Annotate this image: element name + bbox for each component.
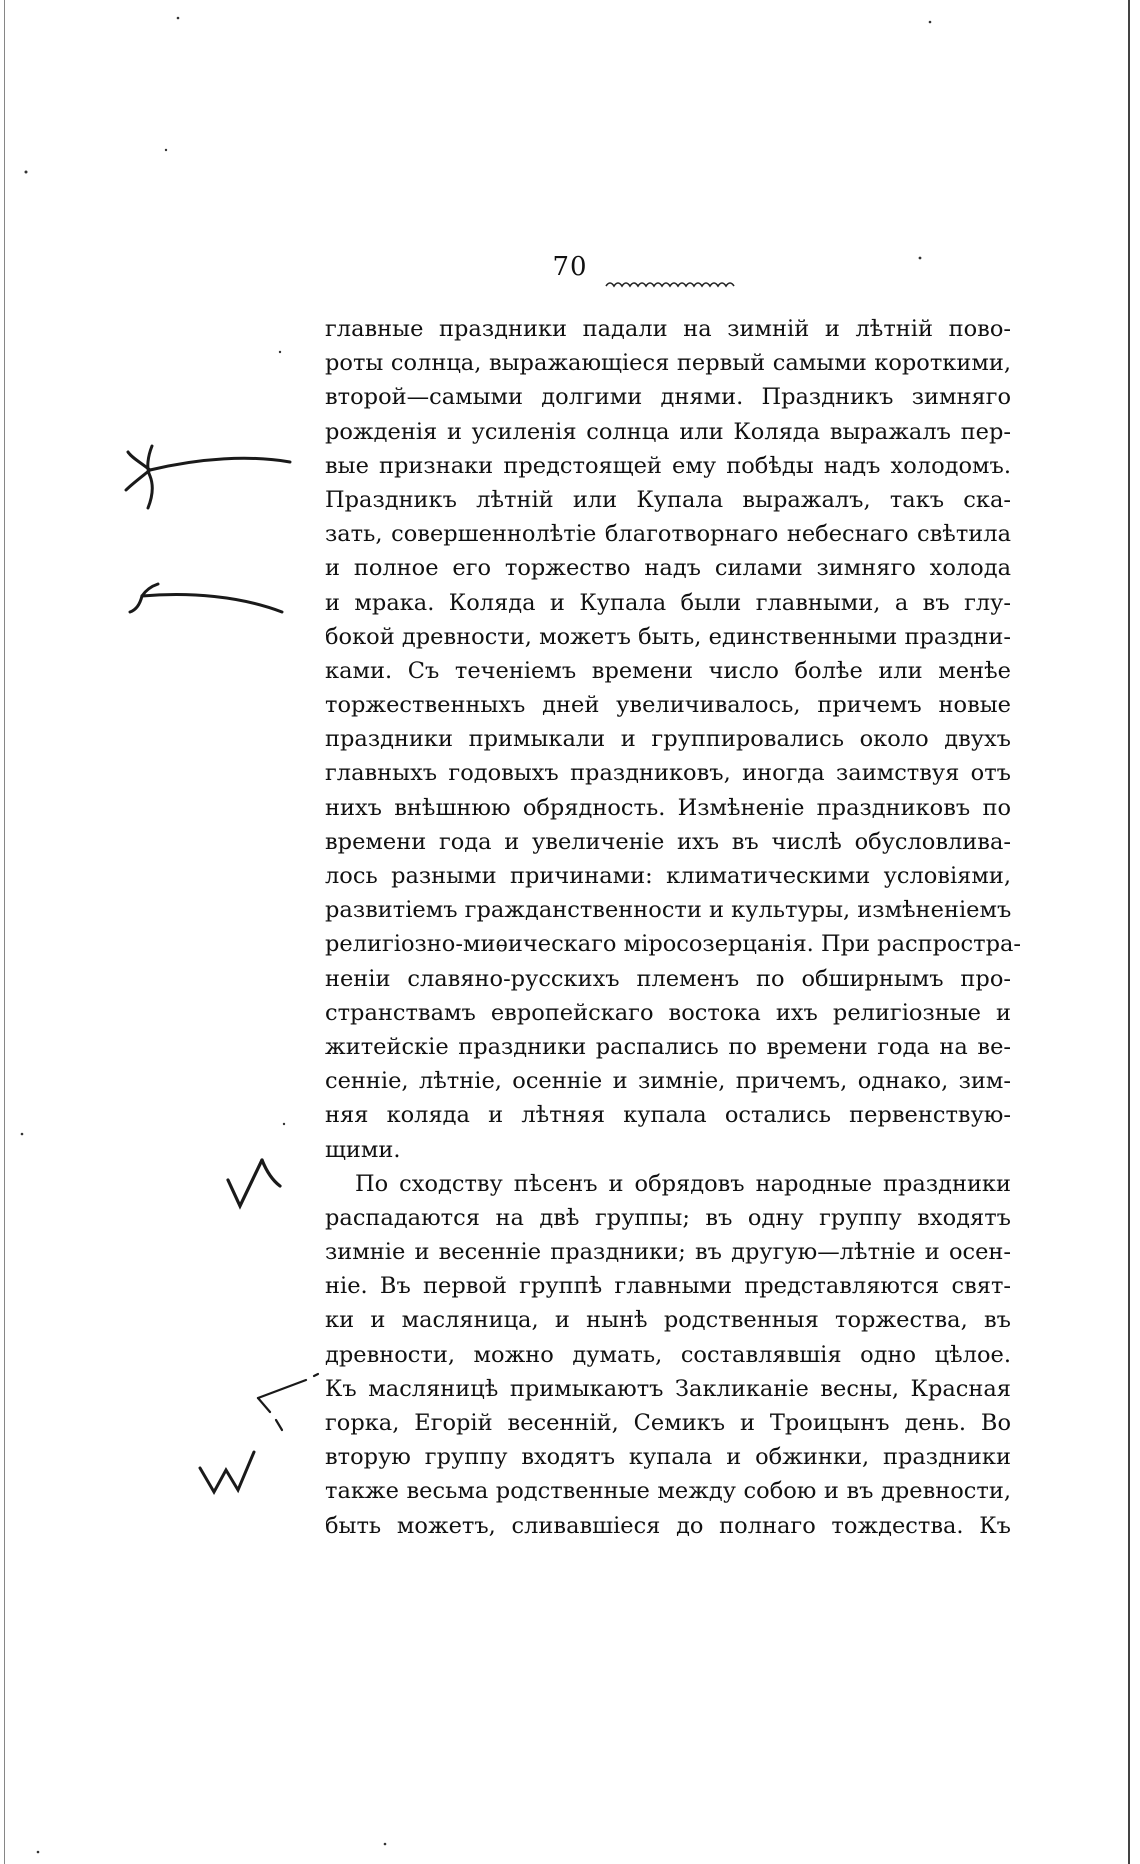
text-line: Къ масляницѣ примыкаютъ Закликаніе весны, Красная	[325, 1375, 1011, 1402]
text-line: времени года и увеличеніе ихъ въ числѣ обусловлива-	[325, 828, 1011, 855]
text-line: также весьма родственные между собою и въ древности,	[325, 1478, 1011, 1505]
text-line: торжественныхъ дней увеличивалось, причемъ новые	[325, 692, 1011, 719]
w-mark-icon	[200, 1452, 254, 1492]
text-line: и полное его торжество надъ силами зимняго холода	[325, 555, 1011, 582]
text-line: главные праздники падали на зимній и лѣтній пово-	[325, 316, 1011, 342]
text-line: вые признаки предстоящей ему побѣды надъ холодомъ.	[325, 452, 1011, 479]
text-line: ки и масляница, и нынѣ родственныя торжества, въ	[325, 1307, 1011, 1334]
text-line: ніе. Въ первой группѣ главными представляются свят-	[325, 1273, 1011, 1300]
page-number: 70	[552, 252, 588, 282]
text-line: второй—самыми долгими днями. Праздникъ зимняго	[325, 384, 1011, 411]
text-line: ками. Съ теченіемъ времени число болѣе или менѣе	[325, 657, 1011, 684]
text-line: роты солнца, выражающіеся первый самыми короткими,	[325, 350, 1011, 377]
text-line: Праздникъ лѣтній или Купала выражалъ, такъ ска-	[325, 486, 1011, 513]
text-line: праздники примыкали и группировались около двухъ	[325, 726, 1011, 753]
arrow-mark-icon	[130, 584, 282, 612]
text-line: зимніе и весенніе праздники; въ другую—лѣтніе и осен-	[325, 1239, 1011, 1266]
text-line: вторую группу входятъ купала и обжинки, праздники	[325, 1444, 1011, 1471]
text-line: щими.	[325, 1136, 401, 1163]
text-line: сенніе, лѣтніе, осенніе и зимніе, причемъ, однако, зим-	[325, 1068, 1011, 1095]
text-line: и мрака. Коляда и Купала были главными, а въ глу-	[325, 589, 1011, 616]
text-line: религіозно-миѳическаго міросозерцанія. При распростра-	[325, 931, 1021, 958]
text-line: нихъ внѣшнюю обрядность. Измѣненіе праздниковъ по	[325, 794, 1011, 821]
arrow-mark-icon	[126, 446, 290, 508]
page-number-ornament	[604, 278, 736, 290]
text-line: странствамъ европейскаго востока ихъ религіозные и	[325, 999, 1011, 1026]
text-line: бокой древности, можетъ быть, единственными праздни-	[325, 623, 1011, 650]
text-line: зать, совершеннолѣтіе благотворнаго небеснаго свѣтила	[325, 521, 1011, 548]
text-line: житейскіе праздники распались по времени года на ве-	[325, 1033, 1011, 1060]
text-line: главныхъ годовыхъ праздниковъ, иногда заимствуя отъ	[325, 760, 1011, 787]
text-line: развитіемъ гражданственности и культуры, измѣненіемъ	[325, 897, 1012, 924]
text-line: быть можетъ, сливавшіеся до полнаго тождества. Къ	[325, 1512, 1011, 1539]
text-line: По сходству пѣсенъ и обрядовъ народные праздники	[355, 1170, 1011, 1197]
arrow-mark-icon	[258, 1374, 318, 1430]
text-line: рожденія и усиленія солнца или Коляда выражалъ пер-	[325, 418, 1011, 445]
text-line: неніи славяно-русскихъ племенъ по обширнымъ про-	[325, 965, 1011, 992]
text-line: распадаются на двѣ группы; въ одну группу входятъ	[325, 1204, 1011, 1231]
text-line: няя коляда и лѣтняя купала остались первенствую-	[325, 1102, 1011, 1129]
text-line: древности, можно думать, составлявшія одно цѣлое.	[325, 1341, 1011, 1368]
text-line: лось разными причинами: климатическими условіями,	[325, 863, 1011, 889]
text-line: горка, Егорій весенній, Семикъ и Троицынъ день. Во	[325, 1410, 1011, 1436]
check-mark-icon	[228, 1160, 280, 1206]
body-text	[325, 312, 1021, 1543]
